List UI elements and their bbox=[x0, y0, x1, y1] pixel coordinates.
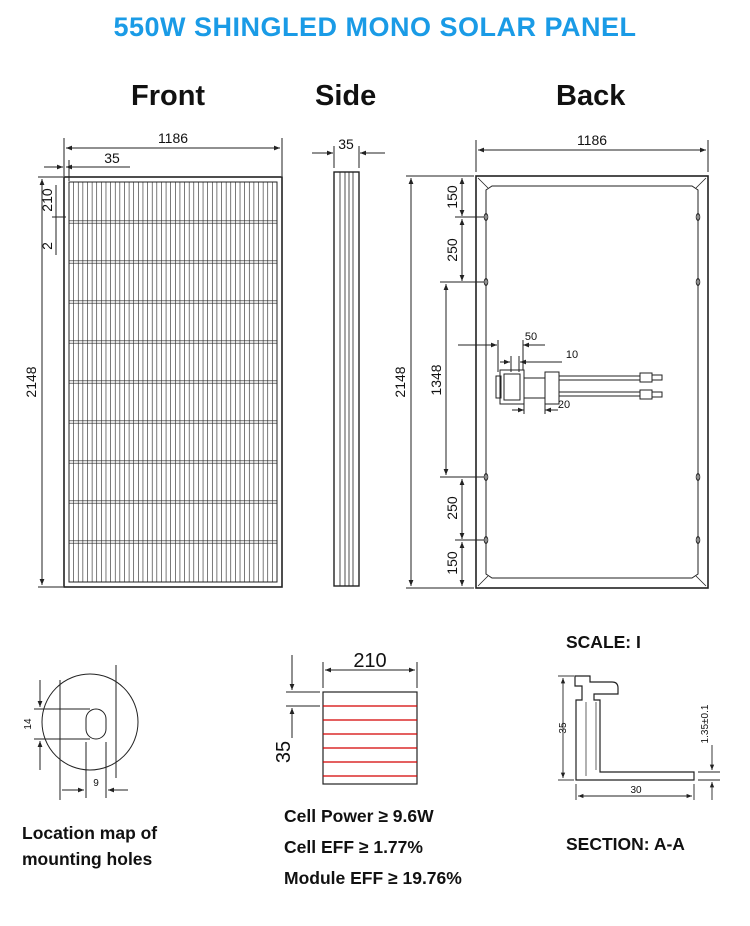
back-height-dim: 2148 bbox=[392, 366, 408, 398]
cell-width-dim: 210 bbox=[353, 650, 387, 672]
spec-cell-eff: Cell EFF ≥ 1.77% bbox=[284, 837, 423, 857]
front-frame-dim: 35 bbox=[104, 150, 120, 166]
front-gap-dim: 2 bbox=[39, 242, 55, 250]
front-view-label: Front bbox=[131, 80, 206, 112]
front-cell-grid bbox=[69, 182, 277, 582]
page-title: 550W SHINGLED MONO SOLAR PANEL bbox=[113, 12, 637, 42]
front-top-gap-dim: 210 bbox=[39, 188, 55, 212]
front-view bbox=[38, 138, 282, 587]
jb-dim-c: 20 bbox=[557, 399, 571, 411]
spec-cell-power: Cell Power ≥ 9.6W bbox=[284, 806, 434, 826]
section-width-dim: 30 bbox=[630, 785, 642, 796]
side-view-label: Side bbox=[315, 80, 377, 112]
back-bottom-dim: 150 bbox=[444, 551, 460, 575]
side-depth-dim: 35 bbox=[338, 136, 354, 152]
side-view bbox=[312, 146, 385, 586]
mounting-horiz-dim: 9 bbox=[93, 778, 99, 789]
mounting-hole-detail bbox=[34, 665, 138, 800]
jb-dim-b: 10 bbox=[565, 349, 579, 361]
back-mounting-holes bbox=[484, 214, 700, 544]
section-profile bbox=[558, 676, 720, 800]
cell-height-dim: 35 bbox=[273, 740, 295, 764]
jb-dim-a: 50 bbox=[524, 331, 538, 343]
mounting-caption-line-2: mounting holes bbox=[22, 849, 153, 869]
mounting-vert-dim: 14 bbox=[23, 718, 34, 730]
spec-module-eff: Module EFF ≥ 19.76% bbox=[284, 868, 462, 888]
back-top-dim: 150 bbox=[444, 185, 460, 209]
back-hole-lower-dim: 250 bbox=[444, 496, 460, 520]
section-height-dim: 35 bbox=[558, 722, 569, 734]
scale-label: SCALE: I bbox=[566, 632, 641, 652]
cell-stripes bbox=[323, 706, 417, 776]
back-hole-span-dim: 1348 bbox=[428, 364, 444, 396]
cell-detail bbox=[286, 655, 417, 784]
front-height-dim: 2148 bbox=[23, 366, 39, 398]
mounting-caption bbox=[22, 820, 157, 872]
front-width-dim: 1186 bbox=[157, 130, 189, 146]
junction-box bbox=[496, 370, 662, 404]
back-view-label: Back bbox=[556, 80, 626, 112]
section-label: SECTION: A-A bbox=[566, 834, 685, 854]
section-thickness-dim: 1.35±0.1 bbox=[700, 704, 711, 744]
mounting-caption-line-1: Location map of bbox=[22, 823, 158, 843]
back-width-dim: 1186 bbox=[576, 132, 608, 148]
back-hole-upper-dim: 250 bbox=[444, 238, 460, 262]
